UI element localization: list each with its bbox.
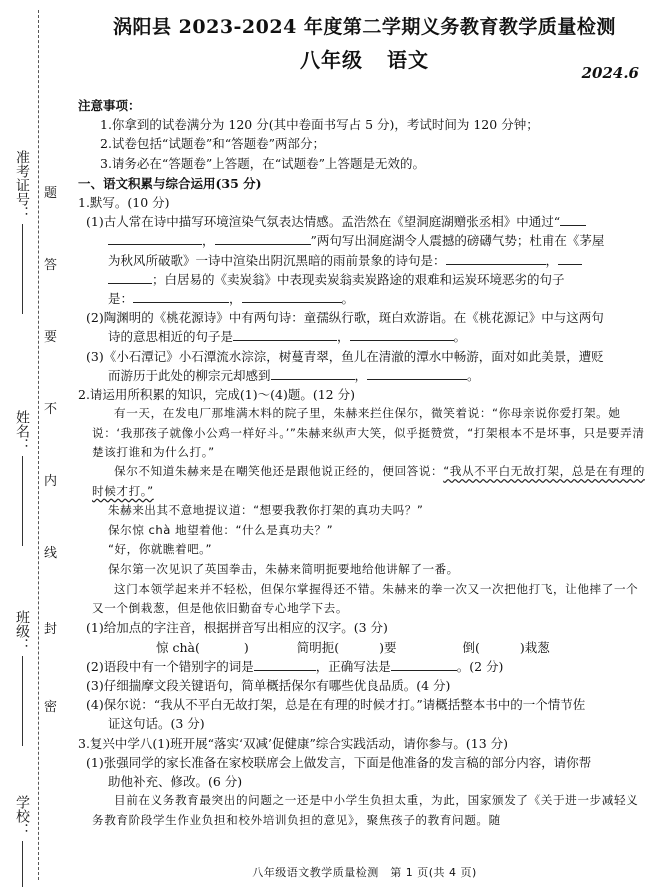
note-item: 2.试卷包括“试题卷”和“答题卷”两部分； [100,136,325,152]
binding-margin [0,0,62,887]
question-1-stem: 1.默写。(10 分) [78,195,170,211]
answer-blank[interactable] [350,327,454,341]
seal-char: 线 [44,546,58,561]
answer-blank[interactable] [367,366,467,380]
answer-blank[interactable] [233,327,337,341]
answer-blank[interactable] [271,366,355,380]
story-dialogue: “好，你就瞧着吧。” [108,542,212,557]
story-dialogue: 保尔第一次见识了英国拳击，朱赫来简明扼要地给他讲解了一番。 [108,562,459,577]
seal-char: 不 [44,402,58,417]
story-dialogue: 朱赫来出其不意地提议道：“想要我教你打架的真功夫吗？” [108,503,424,518]
exam-number-field[interactable] [12,150,32,314]
q2-sub4-cont: 证这句话。(3 分) [108,716,205,732]
exam-number-label: 准考证号： [14,150,30,220]
answer-blank[interactable] [215,231,311,245]
answer-blank[interactable] [254,657,316,671]
q1-sub3-cont: 而游历于此处的柳宗元却感到 ， 。 [108,367,480,383]
answer-blank[interactable] [560,212,586,226]
answer-blank[interactable] [133,289,229,303]
q1-sub1: (1)古人常在诗中描写环境渲染气氛表达情感。孟浩然在《望洞庭湖赠张丞相》中通过“ [78,212,646,231]
seal-char: 内 [44,474,58,489]
seal-line [38,10,39,880]
grade: 八年级 [300,48,363,72]
name-field[interactable] [12,410,32,546]
q2-sub2: (2)语段中有一个错别字的词是 ，正确写法是 。(2 分) [86,658,504,674]
q1-sub3: (3)《小石潭记》小石潭流水淙淙，树蔓青翠，鱼儿在清澈的潭水中畅游，面对如此美景，遭贬 [86,348,604,364]
seal-char: 答 [44,258,58,273]
seal-char: 密 [44,700,58,715]
q1-sub1-cont: 为秋风所破歌》一诗中渲染出阴沉黑暗的雨前景象的诗句是： ， [78,251,646,270]
seal-char: 要 [44,330,58,345]
seal-char: 题 [44,186,58,201]
q1-sub1-cont: 是： ， 。 [108,291,355,307]
answer-blank[interactable] [446,251,546,265]
name-label: 姓名： [14,410,30,452]
answer-blank[interactable] [108,231,202,245]
wavy-underlined-quote: “我从不平白无故打架，总是在有理的时候才打。” [92,464,645,498]
q1-sub1-cont: ， ”两句写出洞庭湖令人震撼的磅礴气势；杜甫在《茅屋 [78,231,646,250]
q2-sub3: (3)仔细揣摩文段关键语句，简单概括保尔有哪些优良品质。(4 分) [86,678,451,694]
class-field[interactable] [12,610,32,746]
subject: 语文 [387,48,429,72]
class-label: 班级： [14,610,30,652]
question-2-stem: 2.请运用所积累的知识，完成(1)～(4)题。(12 分) [78,387,355,403]
q3-sub1-cont: 助他补充、修改。(6 分) [108,774,243,790]
story-paragraph: 保尔不知道朱赫来是在嘲笑他还是跟他说正经的，便回答说：“我从不平白无故打架，总是在有理的时候才打。” [92,464,645,498]
q1-sub2: (2)陶渊明的《桃花源诗》中有两句诗：童孺纵行歌，斑白欢游诣。在《桃花源记》中与这两句 [86,310,604,326]
notes-heading: 注意事项： [78,98,141,113]
story-dialogue: 保尔惊 chà 地望着他：“什么是真功夫？” [108,522,334,537]
story-paragraph: 有一天，在发电厂那堆满木料的院子里，朱赫来拦住保尔，微笑着说：“你母亲说你爱打架。她说：‘我那孩子就像小公鸡一样好斗。’”朱赫来纵声大笑，似乎挺赞赏，“打架根本不是坏事，只是要弄清楚该打谁和为什么打。” [92,406,645,460]
seal-char: 封 [44,622,58,637]
answer-blank[interactable] [108,270,152,284]
q1-sub1-cont: ；白居易的《卖炭翁》中表现卖炭翁卖炭路途的艰难和运炭环境恶劣的句子 [78,270,646,289]
q2-sub1-items: 惊 chà( ) 简明扼( )要 倒( )栽葱 [156,639,550,655]
q2-sub1: (1)给加点的字注音，根据拼音写出相应的汉字。(3 分) [86,620,388,636]
exam-date: 2024.6 [581,64,639,82]
school-field[interactable] [12,795,32,887]
exam-title: 涡阳县 2023-2024 年度第二学期义务教育教学质量检测 [113,16,616,38]
answer-blank[interactable] [242,289,342,303]
q1-sub2-cont: 诗的意思相近的句子是 ， 。 [108,329,467,345]
story-paragraph: 这门本领学起来并不轻松，但保尔掌握得还不错。朱赫来的拳一次又一次把他打飞，让他摔了一个又一个倒栽葱，但是他依旧勤奋专心地学下去。 [92,581,639,616]
note-item: 1.你拿到的试卷满分为 120 分(其中卷面书写占 5 分)，考试时间为 120 分钟； [100,117,539,133]
school-label: 学校： [14,795,30,837]
question-3-stem: 3.复兴中学八(1)班开展“落实‘双减’促健康”综合实践活动，请你参与。(13 分) [78,735,508,751]
note-item: 3.请务必在“答题卷”上答题，在“试题卷”上答题是无效的。 [100,155,425,171]
q2-sub4: (4)保尔说：“我从不平白无故打架，总是在有理的时候才打。”请概括整本书中的一个情节佐 [86,697,586,713]
answer-blank[interactable] [391,657,457,671]
page-footer: 八年级语文教学质量检测 第 1 页(共 4 页) [252,866,477,879]
section-heading: 一、语文积累与综合运用(35 分) [78,175,262,191]
exam-subtitle [70,44,659,73]
speech-draft: 目前在义务教育最突出的问题之一还是中小学生负担太重，为此，国家颁发了《关于进一步减轻义务教育阶段学生作业负担和校外培训负担的意见》，聚焦孩子的教育问题。随 [92,793,639,827]
answer-blank[interactable] [558,251,582,265]
q3-sub1: (1)张强同学的家长准备在家校联席会上做发言，下面是他准备的发言稿的部分内容，请你帮 [86,754,592,770]
exam-body [78,96,646,830]
